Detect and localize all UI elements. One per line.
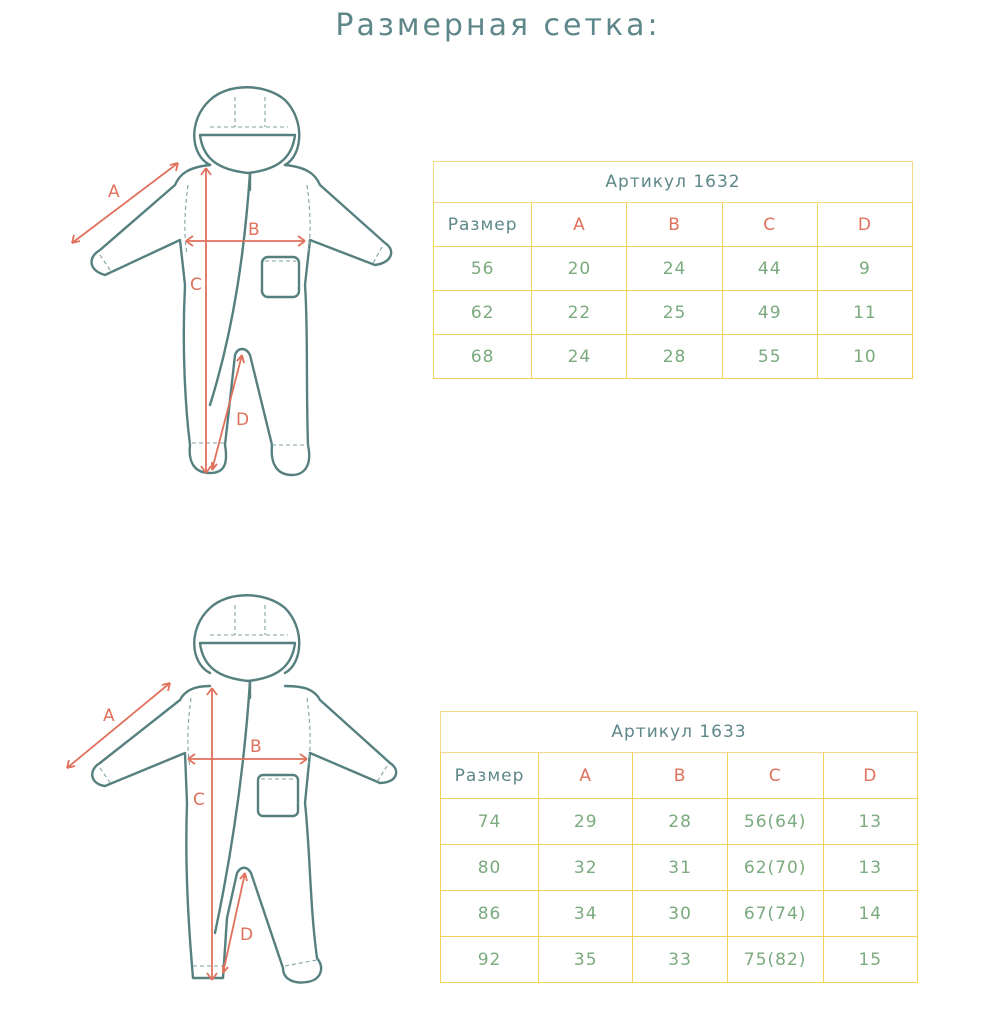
measure-c-label: C <box>193 790 205 810</box>
hood-outline <box>194 595 299 673</box>
header-c: C <box>727 753 823 799</box>
cell-a: 20 <box>532 247 627 291</box>
header-a: A <box>532 203 627 247</box>
cell-a: 24 <box>532 335 627 379</box>
cell-c: 67(74) <box>727 891 823 937</box>
size-table-1632 <box>433 161 913 379</box>
header-d: D <box>817 203 912 247</box>
cell-b: 33 <box>633 937 727 983</box>
cell-d: 9 <box>817 247 912 291</box>
measure-a-label: A <box>108 182 120 202</box>
header-b: B <box>627 203 722 247</box>
cell-d: 14 <box>823 891 917 937</box>
measure-b-label: B <box>248 220 260 240</box>
table-row <box>441 845 918 891</box>
hood-outline <box>194 87 299 165</box>
cell-c: 56(64) <box>727 799 823 845</box>
cell-b: 28 <box>627 335 722 379</box>
cell-d: 13 <box>823 799 917 845</box>
table-row <box>441 891 918 937</box>
cell-c: 55 <box>722 335 817 379</box>
cell-size: 92 <box>441 937 539 983</box>
table-caption: Артикул 1632 <box>434 162 913 203</box>
measure-c-label: C <box>190 275 202 295</box>
cell-c: 62(70) <box>727 845 823 891</box>
cell-c: 44 <box>722 247 817 291</box>
cell-d: 15 <box>823 937 917 983</box>
page-title: Размерная сетка: <box>335 8 661 43</box>
cell-c: 75(82) <box>727 937 823 983</box>
cell-c: 49 <box>722 291 817 335</box>
cell-b: 28 <box>633 799 727 845</box>
cell-size: 56 <box>434 247 532 291</box>
cell-d: 11 <box>817 291 912 335</box>
cell-a: 22 <box>532 291 627 335</box>
jumpsuit-diagram-1633 <box>55 588 415 988</box>
header-c: C <box>722 203 817 247</box>
table-row <box>441 937 918 983</box>
measure-d-label: D <box>240 925 254 945</box>
cell-a: 34 <box>539 891 633 937</box>
measure-a-line <box>72 163 178 243</box>
cell-size: 62 <box>434 291 532 335</box>
table-row <box>434 335 913 379</box>
table-caption: Артикул 1633 <box>441 712 918 753</box>
cell-size: 68 <box>434 335 532 379</box>
table-header-row <box>441 753 918 799</box>
cell-b: 30 <box>633 891 727 937</box>
header-a: A <box>539 753 633 799</box>
cell-b: 24 <box>627 247 722 291</box>
size-table-1633 <box>440 711 918 983</box>
jumpsuit-drawing <box>55 588 415 988</box>
hood-inner <box>200 643 295 681</box>
table-caption-row <box>441 712 918 753</box>
header-size: Размер <box>434 203 532 247</box>
table-row <box>434 291 913 335</box>
jumpsuit-drawing <box>60 85 420 485</box>
cell-size: 74 <box>441 799 539 845</box>
pocket <box>262 257 299 297</box>
table-caption-row <box>434 162 913 203</box>
table-header-row <box>434 203 913 247</box>
header-b: B <box>633 753 727 799</box>
table-row <box>434 247 913 291</box>
cell-size: 80 <box>441 845 539 891</box>
cell-a: 32 <box>539 845 633 891</box>
hood-inner <box>200 135 295 173</box>
cell-b: 25 <box>627 291 722 335</box>
cell-d: 13 <box>823 845 917 891</box>
measure-a-line <box>67 683 170 768</box>
measure-d-label: D <box>236 410 250 430</box>
cell-b: 31 <box>633 845 727 891</box>
cell-a: 35 <box>539 937 633 983</box>
table-row <box>441 799 918 845</box>
cell-size: 86 <box>441 891 539 937</box>
header-d: D <box>823 753 917 799</box>
measure-a-label: A <box>103 706 115 726</box>
pocket <box>258 775 298 816</box>
zipper <box>210 173 250 405</box>
header-size: Размер <box>441 753 539 799</box>
cell-a: 29 <box>539 799 633 845</box>
jumpsuit-diagram-1632 <box>60 85 420 485</box>
cell-d: 10 <box>817 335 912 379</box>
measure-b-label: B <box>250 737 262 757</box>
